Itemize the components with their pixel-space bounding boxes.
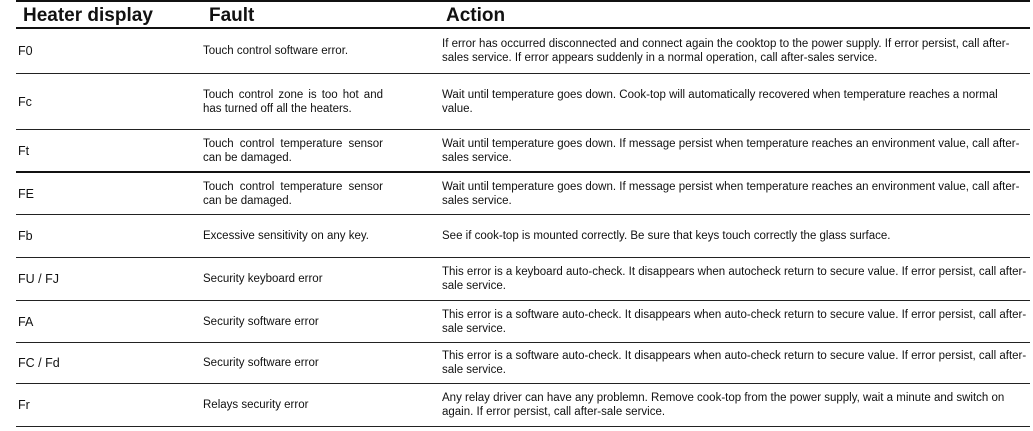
row-action: If error has occurred disconnected and connect again the cooktop to the power supply. If error persist, call after-sales service. If error appears suddenly in a normal operation, call after-sales service. <box>442 38 1010 64</box>
row-fault: Touch control software error. <box>203 45 349 57</box>
row-display: Fb <box>18 229 33 243</box>
row-action: This error is a keyboard auto-check. It disappears when autocheck return to secure value. If error persist, call after-sale service. <box>442 266 1027 292</box>
row-fault: Touch control temperature sensor can be damaged. <box>203 137 383 164</box>
row-action: Wait until temperature goes down. If message persist when temperature reaches an environment value, call after-sales service. <box>442 137 1020 164</box>
table-header <box>16 0 1030 29</box>
table-row <box>16 384 1030 427</box>
table-row <box>16 215 1030 258</box>
row-action: Any relay driver can have any problemn. Remove cook-top from the power supply, wait a minute and switch on again. If error persist, call after-sale service. <box>442 392 1005 418</box>
row-action: Wait until temperature goes down. If message persist when temperature reaches an environment value, call after-sales service. <box>442 180 1020 207</box>
header-action: Action <box>446 5 506 26</box>
row-fault: Touch control zone is too hot and has turned off all the heaters. <box>203 88 383 115</box>
row-display: Ft <box>18 143 30 158</box>
table-row <box>16 343 1030 384</box>
table-row <box>16 301 1030 343</box>
table-row <box>16 74 1030 130</box>
row-display: FA <box>18 314 34 329</box>
header-fault: Fault <box>209 5 255 26</box>
row-display: Fc <box>18 94 32 109</box>
table-row <box>16 29 1030 74</box>
table-row <box>16 173 1030 215</box>
row-display: Fr <box>18 398 30 412</box>
row-fault: Touch control temperature sensor can be damaged. <box>203 180 383 207</box>
row-action: This error is a software auto-check. It disappears when auto-check return to secure value. If error persist, call after-sale service. <box>442 308 1027 335</box>
row-display: FC / Fd <box>18 356 60 370</box>
table-row <box>16 130 1030 173</box>
row-action: See if cook-top is mounted correctly. Be sure that keys touch correctly the glass surface. <box>442 230 891 242</box>
row-fault: Security software error <box>203 357 319 369</box>
row-fault: Excessive sensitivity on any key. <box>203 230 369 242</box>
row-fault: Relays security error <box>203 399 309 411</box>
row-fault: Security software error <box>203 315 319 328</box>
row-display: FE <box>18 186 34 201</box>
header-heater-display: Heater display <box>23 5 153 26</box>
table-row <box>16 258 1030 301</box>
row-action: This error is a software auto-check. It disappears when auto-check return to secure value. If error persist, call after-sale service. <box>442 350 1027 376</box>
row-action: Wait until temperature goes down. Cook-top will automatically recovered when temperature reaches a normal value. <box>442 88 998 115</box>
row-display: F0 <box>18 44 33 58</box>
row-display: FU / FJ <box>18 272 59 286</box>
row-fault: Security keyboard error <box>203 273 323 285</box>
